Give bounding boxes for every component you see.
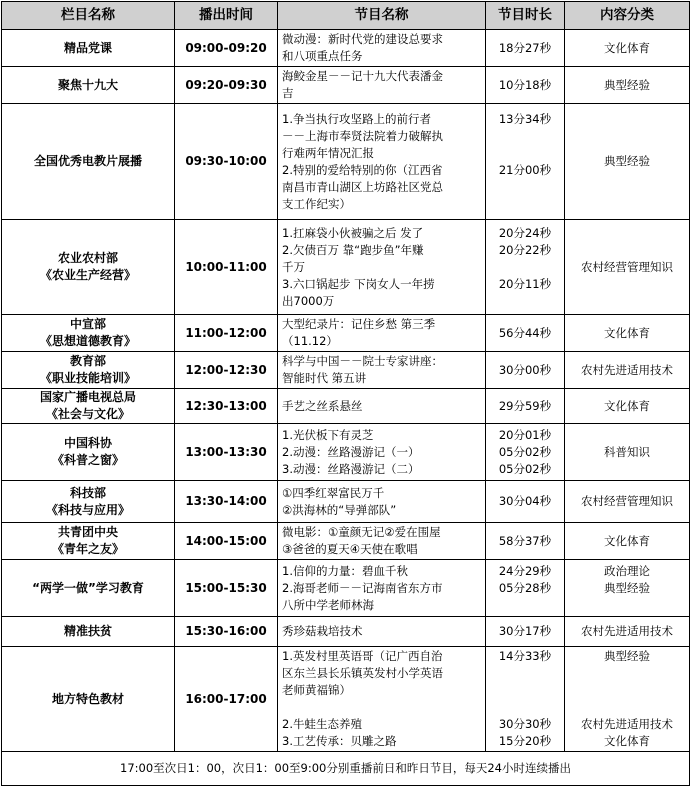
table-row — [2, 617, 690, 647]
program-name-line: 1.争当执行攻坚路上的前行者 — [282, 111, 431, 126]
duration-text: 20分01秒 — [498, 427, 552, 442]
column-name-text: 国家广播电视总局 — [39, 390, 136, 404]
air-time-text: 14:00-15:00 — [185, 533, 267, 548]
program-name-line: 微电影：①童颜无记②爱在围屋 — [282, 525, 441, 539]
air-time-text: 16:00-17:00 — [185, 691, 267, 706]
duration-cell — [486, 104, 565, 220]
program-name-cell — [278, 67, 486, 104]
column-name-text: 农业农村部 — [57, 251, 118, 265]
program-name-line: 千万 — [282, 259, 305, 274]
duration-text: 21分00秒 — [498, 162, 552, 177]
duration-cell — [486, 481, 565, 523]
program-name-line: 出7000万 — [282, 293, 335, 308]
duration-text: 14分33秒 — [498, 649, 552, 663]
category-text: 典型经验 — [604, 154, 650, 168]
category-text: 农村经营管理知识 — [581, 259, 673, 274]
column-name-text: 《科技与应用》 — [45, 502, 130, 517]
program-name-line: 2.牛蛙生态养殖 — [282, 717, 362, 731]
category-cell — [565, 617, 690, 647]
duration-text — [488, 665, 562, 682]
duration-cell — [486, 389, 565, 424]
header-air-time: 播出时间 — [175, 2, 278, 30]
air-time-text: 11:00-12:00 — [185, 325, 267, 340]
header-program-name: 节目名称 — [278, 2, 486, 30]
air-time-cell — [175, 67, 278, 104]
program-name-line: 智能时代 第五讲 — [282, 371, 367, 385]
duration-text: 24分29秒 — [498, 563, 552, 578]
program-name-line: 支工作纪实） — [282, 196, 351, 211]
duration-text: 20分11秒 — [498, 276, 552, 291]
program-name-line: 吉 — [282, 86, 294, 100]
table-row — [2, 67, 690, 104]
duration-cell — [486, 220, 565, 315]
air-time-cell — [175, 481, 278, 523]
duration-text — [488, 597, 562, 614]
duration-text: 58分37秒 — [498, 533, 552, 548]
category-cell — [565, 523, 690, 560]
category-text: 文化体育 — [604, 398, 650, 413]
program-name-line: 海鲛金星－－记十九大代表潘金 — [282, 69, 443, 83]
header-category: 内容分类 — [565, 2, 690, 30]
duration-text: 30分30秒 — [498, 717, 552, 731]
program-name-line: 行难两年情况汇报 — [282, 145, 374, 160]
category-text: 文化体育 — [604, 533, 650, 548]
program-name-cell — [278, 104, 486, 220]
duration-text — [488, 128, 562, 145]
air-time-text: 09:30-10:00 — [185, 154, 267, 168]
duration-cell — [486, 30, 565, 67]
duration-text: 30分00秒 — [498, 362, 552, 377]
column-name-text: 科技部 — [69, 485, 106, 500]
program-name-line: 微动漫：新时代党的建设总要求 — [282, 32, 443, 46]
air-time-cell — [175, 220, 278, 315]
air-time-cell — [175, 523, 278, 560]
column-name-text: “两学一做”学习教育 — [32, 580, 144, 595]
duration-cell — [486, 424, 565, 481]
column-name-text: 《农业生产经营》 — [39, 268, 136, 282]
duration-text — [488, 179, 562, 196]
column-name-cell — [2, 315, 175, 352]
program-name-cell — [278, 481, 486, 523]
footer-note: 17:00至次日1：00，次日1：00至9:00分别重播前日和昨日节目，每天24小时连续播出 — [2, 752, 690, 786]
program-name-cell — [278, 315, 486, 352]
program-name-line: －－上海市奉贤法院着力破解执 — [282, 128, 443, 143]
program-name-line: 1.扛麻袋小伙被骗之后 发了 — [282, 225, 424, 240]
duration-text: 05分02秒 — [498, 444, 552, 459]
column-name-cell — [2, 481, 175, 523]
category-cell — [565, 424, 690, 481]
air-time-cell — [175, 104, 278, 220]
table-row — [2, 424, 690, 481]
duration-text: 18分27秒 — [498, 40, 552, 55]
duration-text: 20分24秒 — [498, 225, 552, 240]
table-row — [2, 352, 690, 389]
category-cell — [565, 315, 690, 352]
program-name-line: 区东兰县长乐镇英发村小学英语 — [282, 666, 443, 680]
duration-text: 05分28秒 — [498, 580, 552, 595]
category-cell — [565, 481, 690, 523]
column-name-text: 《社会与文化》 — [45, 407, 130, 421]
program-name-line: 1.信仰的力量：碧血千秋 — [282, 563, 408, 578]
duration-text: 30分04秒 — [498, 494, 552, 508]
duration-cell — [486, 560, 565, 617]
air-time-text: 09:20-09:30 — [185, 77, 267, 92]
air-time-cell — [175, 424, 278, 481]
program-name-line: 八所中学老师林海 — [282, 597, 374, 612]
duration-text: 56分44秒 — [498, 325, 552, 340]
column-name-text: 《思想道德教育》 — [39, 334, 136, 348]
column-name-cell — [2, 424, 175, 481]
duration-text: 13分34秒 — [498, 111, 552, 126]
table-row — [2, 104, 690, 220]
duration-text: 05分02秒 — [498, 461, 552, 476]
category-text: 典型经验 — [604, 649, 650, 663]
schedule-table — [1, 1, 690, 786]
duration-cell — [486, 315, 565, 352]
category-text: 农村先进适用技术 — [581, 717, 673, 731]
column-name-text: 《科普之窗》 — [51, 453, 124, 467]
header-duration: 节目时长 — [486, 2, 565, 30]
air-time-text: 13:00-13:30 — [185, 444, 267, 459]
column-name-cell — [2, 389, 175, 424]
air-time-cell — [175, 389, 278, 424]
program-name-cell — [278, 523, 486, 560]
column-name-cell — [2, 523, 175, 560]
table-row — [2, 30, 690, 67]
category-text: 农村先进适用技术 — [581, 624, 673, 638]
category-text — [567, 665, 687, 682]
duration-text — [488, 682, 562, 699]
column-name-text: 中宣部 — [69, 317, 106, 331]
category-cell — [565, 30, 690, 67]
program-name-line: 2.动漫：丝路漫游记（一） — [282, 444, 420, 459]
header-column-name: 栏目名称 — [2, 2, 175, 30]
program-name-cell — [278, 647, 486, 752]
program-name-line — [282, 699, 481, 716]
duration-text — [488, 145, 562, 162]
column-name-text: 精品党课 — [63, 40, 112, 55]
column-name-cell — [2, 352, 175, 389]
header-row — [2, 2, 690, 30]
column-name-cell — [2, 104, 175, 220]
program-name-line: 秀珍菇栽培技术 — [282, 624, 363, 638]
table-row — [2, 389, 690, 424]
air-time-text: 13:30-14:00 — [185, 494, 267, 508]
program-name-line: 2.特别的爱给特别的你（江西省 — [282, 162, 443, 177]
category-text: 农村先进适用技术 — [581, 362, 673, 377]
program-name-line: 科学与中国－－院士专家讲座： — [282, 354, 443, 368]
duration-cell — [486, 617, 565, 647]
air-time-cell — [175, 560, 278, 617]
column-name-cell — [2, 30, 175, 67]
table-row — [2, 523, 690, 560]
program-name-line: ③爸爸的夏天④天使在歌唱 — [282, 542, 418, 556]
column-name-text: 地方特色教材 — [51, 691, 124, 706]
column-name-cell — [2, 67, 175, 104]
air-time-cell — [175, 617, 278, 647]
air-time-text: 09:00-09:20 — [185, 40, 267, 55]
table-row — [2, 481, 690, 523]
program-name-cell — [278, 617, 486, 647]
duration-text: 10分18秒 — [498, 77, 552, 92]
program-name-line: 2.欠债百万 靠“跑步鱼”年赚 — [282, 242, 424, 257]
footer-row — [2, 752, 690, 786]
air-time-cell — [175, 647, 278, 752]
air-time-text: 15:00-15:30 — [185, 580, 267, 595]
program-name-cell — [278, 424, 486, 481]
column-name-text: 《职业技能培训》 — [39, 371, 136, 385]
air-time-text: 10:00-11:00 — [185, 259, 267, 274]
table-row — [2, 220, 690, 315]
duration-cell — [486, 67, 565, 104]
column-name-cell — [2, 560, 175, 617]
category-text: 政治理论 — [604, 563, 650, 578]
duration-text: 29分59秒 — [498, 398, 552, 413]
category-text — [567, 682, 687, 699]
program-name-cell — [278, 220, 486, 315]
program-name-cell — [278, 389, 486, 424]
air-time-cell — [175, 352, 278, 389]
duration-text — [488, 196, 562, 213]
column-name-cell — [2, 617, 175, 647]
category-cell — [565, 352, 690, 389]
program-name-line: 3.动漫：丝路漫游记（二） — [282, 461, 420, 476]
schedule-body — [2, 30, 690, 752]
category-cell — [565, 67, 690, 104]
program-name-line: 和八项重点任务 — [282, 49, 363, 63]
column-name-text: 共青团中央 — [57, 525, 118, 539]
category-text: 典型经验 — [604, 580, 650, 595]
category-text: 典型经验 — [604, 77, 650, 92]
duration-cell — [486, 523, 565, 560]
column-name-cell — [2, 220, 175, 315]
category-cell — [565, 104, 690, 220]
category-text: 科普知识 — [604, 444, 650, 459]
program-name-line: 大型纪录片：记住乡愁 第三季 — [282, 317, 436, 331]
table-row — [2, 560, 690, 617]
duration-text: 30分17秒 — [498, 624, 552, 638]
table-row — [2, 647, 690, 752]
program-name-line: 2.海哥老师－－记海南省东方市 — [282, 580, 443, 595]
duration-text — [488, 699, 562, 716]
program-name-line: 南昌市青山湖区上坊路社区党总 — [282, 179, 443, 194]
program-name-line: （11.12） — [282, 334, 338, 348]
category-text: 农村经营管理知识 — [581, 494, 673, 508]
table-row — [2, 315, 690, 352]
duration-text — [488, 293, 562, 310]
duration-cell — [486, 352, 565, 389]
program-name-line: ①四季红翠富民万千 — [282, 485, 385, 500]
program-name-line: 3.六口锅起步 下岗女人一年捞 — [282, 276, 435, 291]
column-name-text: 教育部 — [69, 354, 106, 368]
category-text: 文化体育 — [604, 40, 650, 55]
category-cell — [565, 389, 690, 424]
program-name-line: 1.英发村里英语哥（记广西自治 — [282, 649, 443, 663]
column-name-text: 精准扶贫 — [63, 624, 112, 638]
column-name-text: 聚焦十九大 — [57, 77, 118, 92]
category-cell — [565, 647, 690, 752]
column-name-cell — [2, 647, 175, 752]
program-name-cell — [278, 30, 486, 67]
category-cell — [565, 220, 690, 315]
air-time-text: 12:30-13:00 — [185, 398, 267, 413]
program-name-line: 手艺之丝系悬丝 — [282, 398, 363, 413]
air-time-cell — [175, 315, 278, 352]
air-time-cell — [175, 30, 278, 67]
air-time-text: 12:00-12:30 — [185, 362, 267, 377]
duration-text: 15分20秒 — [498, 734, 552, 748]
duration-text: 20分22秒 — [498, 242, 552, 257]
program-name-cell — [278, 352, 486, 389]
category-text: 文化体育 — [604, 325, 650, 340]
program-name-line: ②洪海林的“导弹部队” — [282, 502, 397, 517]
air-time-text: 15:30-16:00 — [185, 624, 267, 638]
column-name-text: 《青年之友》 — [51, 542, 124, 556]
duration-cell — [486, 647, 565, 752]
program-name-line: 3.工艺传承：贝雕之路 — [282, 734, 397, 748]
program-name-cell — [278, 560, 486, 617]
category-text: 文化体育 — [604, 734, 650, 748]
category-text — [567, 699, 687, 716]
column-name-text: 中国科协 — [63, 436, 112, 450]
duration-text — [488, 259, 562, 276]
column-name-text: 全国优秀电教片展播 — [33, 154, 142, 168]
category-text — [567, 597, 687, 614]
category-cell — [565, 560, 690, 617]
program-name-line: 1.光伏板下有灵芝 — [282, 427, 374, 442]
program-name-line: 老师黄福锦） — [282, 683, 351, 697]
